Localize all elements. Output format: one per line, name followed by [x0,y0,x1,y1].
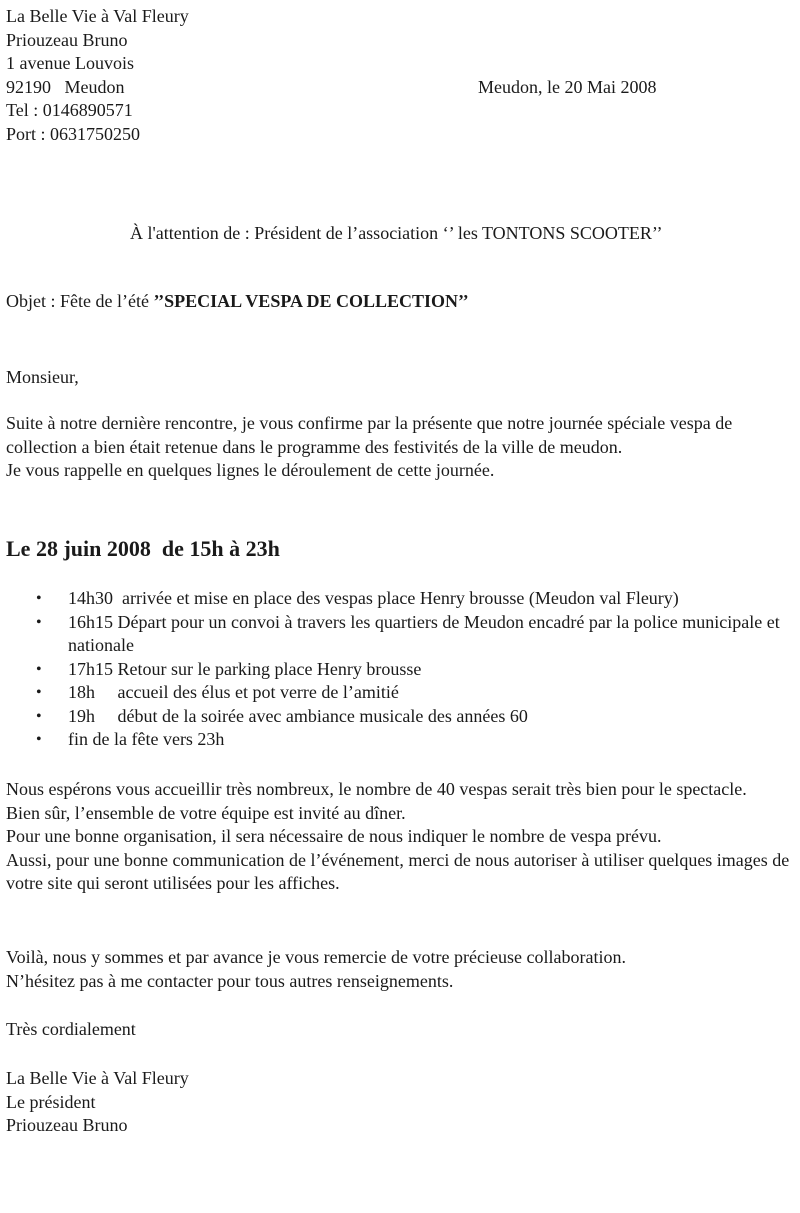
body-text: Aussi, pour une bonne communication de l’événement, merci de nous autoriser à utiliser quelques images de votre site qui seront utilisées pour les affiches. [6,849,790,893]
list-item [36,658,796,682]
object-title: ’’SPECIAL VESPA DE COLLECTION’’ [153,291,469,311]
letter-date: Meudon, le 20 Mai 2008 [478,77,657,97]
list-item [36,705,796,729]
sender-city: 92190 Meudon [6,76,125,97]
bullet-icon: • [36,707,42,725]
list-item [36,587,796,611]
sender-port: Port : 0631750250 [6,123,141,144]
sender-address-block [6,5,189,146]
signature-role: Le président [6,1091,96,1112]
sender-street: 1 avenue Louvois [6,53,134,73]
salutation: Monsieur, [6,367,79,387]
object-prefix: Objet : Fête de l’été [6,291,154,311]
signature-org: La Belle Vie à Val Fleury [6,1068,189,1088]
schedule-text: 17h15 Retour sur le parking place Henry brousse [68,658,422,679]
schedule-text: 14h30 arrivée et mise en place des vespas place Henry brousse (Meudon val Fleury) [68,588,679,608]
schedule-text: fin de la fête vers 23h [68,729,225,749]
intro-text: Je vous rappelle en quelques lignes le déroulement de cette journée. [6,460,495,480]
bullet-icon: • [36,660,42,678]
signature-block [6,1067,189,1138]
thanks-text: Voilà, nous y sommes et par avance je vous remercie de votre précieuse collaboration. [6,947,626,967]
intro-text: Suite à notre dernière rencontre, je vous confirme par la présente que notre journée spéciale vespa de collection a bien était retenue dans le programme des festivités de la ville de meudon. [6,413,733,457]
list-item [36,611,796,658]
sender-tel: Tel : 0146890571 [6,100,133,120]
signature-name: Priouzeau Bruno [6,1115,128,1135]
list-item [36,728,796,752]
intro-paragraph [6,412,796,483]
attention-line: À l'attention de : Président de l’association ‘’ les TONTONS SCOOTER’’ [130,223,663,243]
schedule-list [36,587,796,752]
closing-line: Très cordialement [6,1019,136,1039]
event-headline: Le 28 juin 2008 de 15h à 23h [6,536,280,561]
bullet-icon: • [36,613,42,631]
body-paragraph [6,778,798,896]
thanks-text: N’hésitez pas à me contacter pour tous autres renseignements. [6,970,454,991]
sender-name: La Belle Vie à Val Fleury [6,6,189,26]
bullet-icon: • [36,684,42,701]
bullet-icon: • [36,731,42,748]
object-line [6,290,469,314]
list-item [36,681,796,705]
body-text: Nous espérons vous accueillir très nombreux, le nombre de 40 vespas serait très bien pour le spectacle. [6,779,747,799]
schedule-text: 18h accueil des élus et pot verre de l’amitié [68,682,399,702]
body-text: Pour une bonne organisation, il sera nécessaire de nous indiquer le nombre de vespa prévu. [6,826,662,846]
schedule-text: 16h15 Départ pour un convoi à travers les quartiers de Meudon encadré par la police municipale et nationale [68,611,785,655]
thanks-paragraph [6,946,796,993]
body-text: Bien sûr, l’ensemble de votre équipe est invité au dîner. [6,802,406,823]
sender-person: Priouzeau Bruno [6,29,128,50]
bullet-icon: • [36,590,42,607]
schedule-text: 19h début de la soirée avec ambiance musicale des années 60 [68,705,528,726]
